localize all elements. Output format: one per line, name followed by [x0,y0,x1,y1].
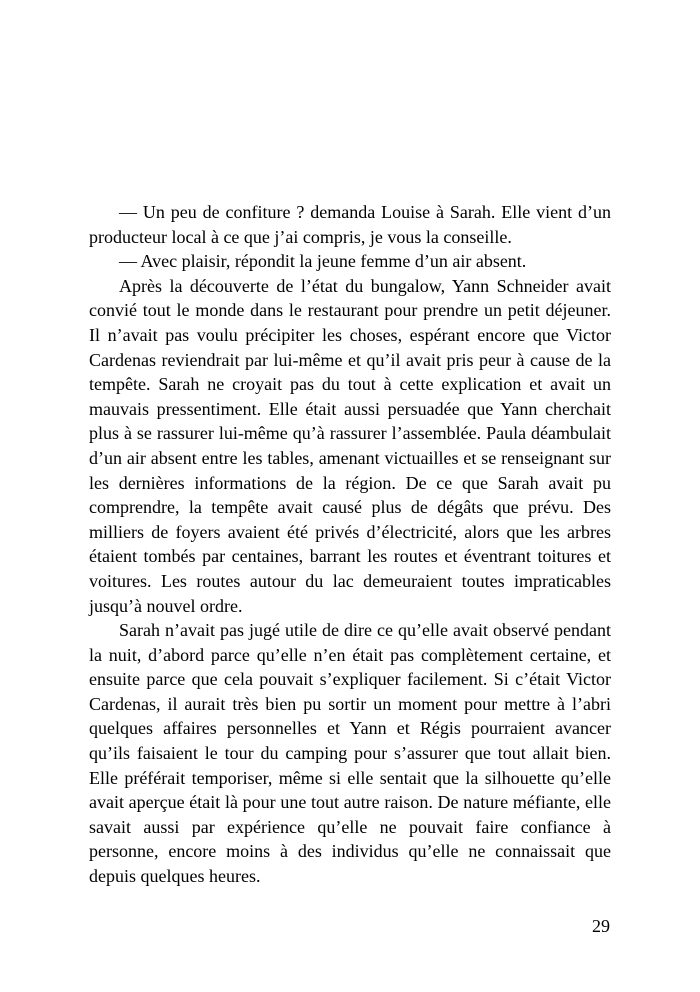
body-text [89,200,611,889]
page-number: 29 [592,916,610,936]
paragraph-dialogue-louise: — Un peu de confiture ? demanda Louise à Sarah. Elle vient d’un producteur local à ce que j’ai compris, je vous la conseille. [89,202,611,247]
paragraph-night-observation: Sarah n’avait pas jugé utile de dire ce qu’elle avait observé pendant la nuit, d’abord parce qu’elle n’en était pas complètement certaine, et ensuite parce que cela pouvait s’expliquer facilement. Si c’était Victor Cardenas, il aurait très bien pu sortir un moment pour mettre à l’abri quelques affaires personnelles et Yann et Régis pourraient avancer qu’ils faisaient le tour du camping pour s’assurer que tout allait bien. Elle préférait temporiser, même si elle sentait que la silhouette qu’elle avait aperçue était là pour une tout autre raison. De nature méfiante, elle savait aussi par expérience qu’elle ne pouvait faire confiance à personne, encore moins à des individus qu’elle ne connaissait que depuis quelques heures. [89,620,611,887]
paragraph-dialogue-sarah: — Avec plaisir, répondit la jeune femme d’un air absent. [119,251,527,272]
paragraph-breakfast: Après la découverte de l’état du bungalow, Yann Schneider avait convié tout le monde dans le restaurant pour prendre un petit déjeuner. Il n’avait pas voulu précipiter les choses, espérant encore que Victor Cardenas reviendrait par lui-même et qu’il avait pris peur à cause de la tempête. Sarah ne croyait pas du tout à cette explication et avait un mauvais pressentiment. Elle était aussi persuadée que Yann cherchait plus à se rassurer lui-même qu’à rassurer l’assemblée. Paula déambulait d’un air absent entre les tables, amenant victuailles et se renseignant sur les dernières informations de la région. De ce que Sarah avait pu comprendre, la tempête avait causé plus de dégâts que prévu. Des milliers de foyers avaient été privés d’électricité, alors que les arbres étaient tombés par centaines, barrant les routes et éventrant toitures et voitures. Les routes autour du lac demeuraient toutes impraticables jusqu’à nouvel ordre. [89,275,611,616]
